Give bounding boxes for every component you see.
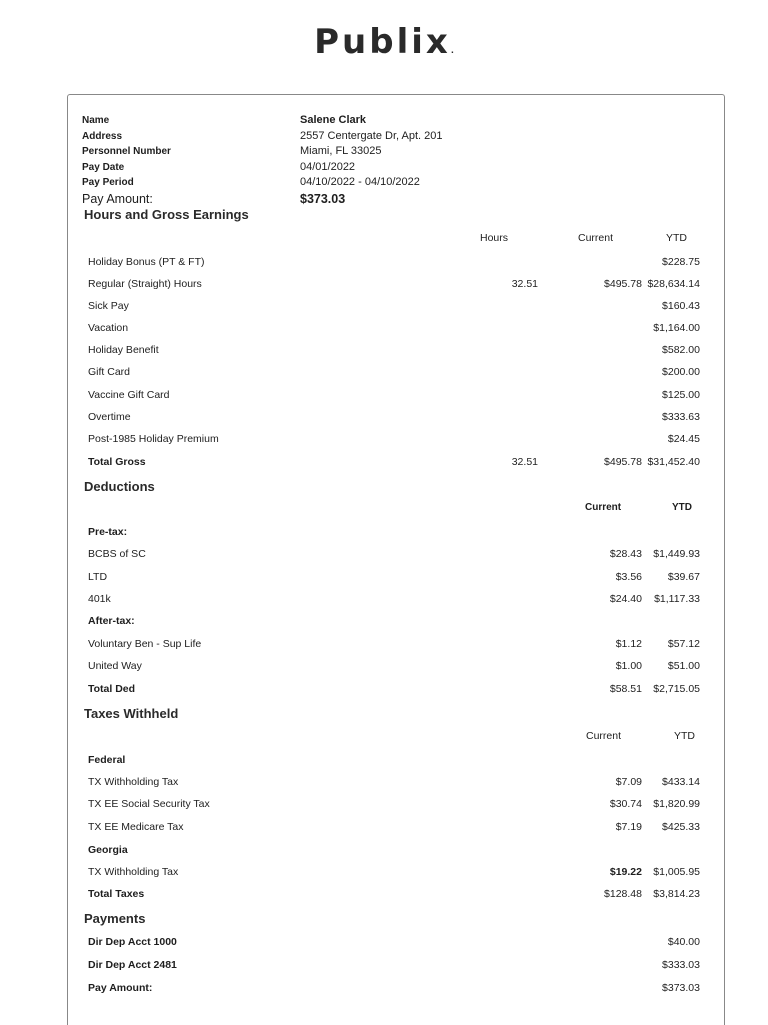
- payments-total-label: Pay Amount:: [88, 982, 153, 994]
- earnings-row-label: Overtime: [88, 411, 131, 423]
- earnings-row-ytd: $333.63: [662, 411, 700, 423]
- deductions-section-title: Deductions: [84, 479, 155, 494]
- earnings-row: [88, 409, 708, 425]
- earnings-ytd-header: YTD: [666, 232, 687, 244]
- address-line-2: Miami, FL 33025: [300, 145, 382, 157]
- address-label: Address: [82, 130, 123, 142]
- total-taxes-current: $128.48: [604, 888, 642, 900]
- deduction-row-current: $3.56: [615, 571, 642, 583]
- earnings-row-ytd: $125.00: [662, 389, 700, 401]
- total-gross-hours: 32.51: [511, 456, 538, 468]
- payment-row: [88, 957, 708, 973]
- payments-total-amount: $373.03: [662, 982, 700, 994]
- earnings-row: [88, 342, 708, 358]
- earnings-total-row: [88, 454, 708, 470]
- earnings-row-ytd: $200.00: [662, 366, 700, 378]
- taxes-current-header: Current: [586, 730, 622, 742]
- earnings-row: [88, 254, 708, 270]
- payment-row: [88, 934, 708, 950]
- deduction-row-current: $28.43: [609, 548, 642, 560]
- deduction-row-ytd: $1,449.93: [653, 548, 700, 560]
- brand-mark: .: [450, 46, 454, 55]
- deduction-row: [88, 658, 708, 674]
- state-subheading: [88, 842, 708, 858]
- total-gross-current: $495.78: [604, 456, 642, 468]
- earnings-row-ytd: $24.45: [667, 433, 700, 445]
- tax-row-label: TX Withholding Tax: [88, 866, 179, 878]
- federal-label: Federal: [88, 754, 126, 766]
- total-ded-ytd: $2,715.05: [653, 683, 700, 695]
- earnings-row-label: Regular (Straight) Hours: [88, 278, 202, 290]
- deduction-row: [88, 546, 708, 562]
- pretax-subheading: [88, 524, 708, 540]
- deduction-row-ytd: $51.00: [667, 660, 700, 672]
- tax-row-current: $7.09: [615, 776, 642, 788]
- publix-logo: [0, 22, 768, 62]
- earnings-row-label: Sick Pay: [88, 300, 129, 312]
- employee-name: Salene Clark: [300, 114, 367, 126]
- name-label: Name: [82, 115, 110, 126]
- deduction-row: [88, 591, 708, 607]
- deductions-total-row: [88, 681, 708, 697]
- earnings-row: [88, 320, 708, 336]
- earnings-row-ytd: $228.75: [662, 256, 700, 268]
- pay-period-label: Pay Period: [82, 177, 134, 188]
- employee-info: [82, 113, 682, 208]
- pay-amount-label: Pay Amount:: [82, 191, 153, 206]
- earnings-row-ytd: $28,634.14: [647, 278, 700, 290]
- tax-row-ytd: $425.33: [662, 821, 700, 833]
- earnings-row-label: Vaccine Gift Card: [88, 389, 170, 401]
- total-gross-ytd: $31,452.40: [647, 456, 700, 468]
- deduction-row-ytd: $1,117.33: [654, 593, 700, 605]
- total-gross-label: Total Gross: [88, 456, 146, 468]
- aftertax-label: After-tax:: [88, 615, 135, 627]
- deduction-row-current: $24.40: [609, 593, 642, 605]
- deduction-row: [88, 569, 708, 585]
- pay-date: 04/01/2022: [300, 160, 356, 173]
- taxes-total-row: [88, 886, 708, 902]
- deduction-row-ytd: $57.12: [667, 638, 700, 650]
- deduction-row-current: $1.00: [615, 660, 642, 672]
- state-label: Georgia: [88, 844, 128, 856]
- earnings-row: [88, 364, 708, 380]
- deduction-row-label: Voluntary Ben - Sup Life: [88, 638, 202, 650]
- taxes-ytd-header: YTD: [674, 730, 695, 742]
- total-ded-current: $58.51: [609, 683, 642, 695]
- earnings-row: [88, 387, 708, 403]
- address-line-1: 2557 Centergate Dr, Apt. 201: [300, 129, 443, 142]
- earnings-current-header: Current: [578, 232, 614, 244]
- earnings-hours-header: Hours: [480, 232, 509, 244]
- earnings-row-hours: 32.51: [511, 278, 538, 290]
- tax-row-current: $7.19: [615, 821, 642, 833]
- total-ded-label: Total Ded: [88, 683, 136, 695]
- pay-period: 04/10/2022 - 04/10/2022: [300, 176, 420, 188]
- total-taxes-ytd: $3,814.23: [653, 888, 700, 900]
- tax-row-label: TX Withholding Tax: [88, 776, 179, 788]
- earnings-row-label: Gift Card: [88, 366, 131, 378]
- payment-row-amount: $40.00: [667, 936, 700, 948]
- earnings-row: [88, 276, 708, 292]
- earnings-row-ytd: $160.43: [662, 300, 700, 312]
- tax-row-label: TX EE Medicare Tax: [88, 821, 184, 833]
- deduction-row-label: 401k: [88, 593, 111, 605]
- deduction-row-current: $1.12: [615, 638, 642, 650]
- earnings-row-current: $495.78: [604, 278, 642, 290]
- deduction-row-label: BCBS of SC: [88, 548, 146, 560]
- deduction-row: [88, 636, 708, 652]
- earnings-row: [88, 298, 708, 314]
- taxes-section-title: Taxes Withheld: [84, 706, 179, 721]
- earnings-row-ytd: $1,164.00: [653, 322, 700, 334]
- payment-row-label: Dir Dep Acct 1000: [88, 936, 177, 948]
- pay-stub: [67, 94, 725, 1025]
- brand-name: Publix: [314, 22, 451, 62]
- pretax-label: Pre-tax:: [88, 526, 128, 538]
- earnings-row-label: Holiday Benefit: [88, 344, 159, 356]
- aftertax-subheading: [88, 613, 708, 629]
- payment-row-label: Dir Dep Acct 2481: [88, 959, 177, 971]
- earnings-row-ytd: $582.00: [662, 344, 700, 356]
- total-taxes-label: Total Taxes: [88, 888, 145, 900]
- deduction-row-ytd: $39.67: [667, 571, 700, 583]
- tax-row-ytd: $1,820.99: [653, 798, 700, 810]
- pay-date-label: Pay Date: [82, 161, 125, 173]
- tax-row-ytd: $1,005.95: [653, 866, 700, 878]
- deduction-row-label: LTD: [88, 571, 108, 583]
- federal-subheading: [88, 752, 708, 768]
- tax-row: [88, 796, 708, 812]
- personnel-number-label: Personnel Number: [82, 146, 171, 157]
- earnings-row-label: Post-1985 Holiday Premium: [88, 433, 219, 445]
- pay-amount: $373.03: [300, 191, 346, 206]
- tax-row: [88, 819, 708, 835]
- earnings-row-label: Holiday Bonus (PT & FT): [88, 256, 205, 268]
- tax-row-ytd: $433.14: [662, 776, 700, 788]
- payments-section-title: Payments: [84, 911, 146, 926]
- earnings-row-label: Vacation: [88, 322, 129, 334]
- deductions-ytd-header: YTD: [672, 502, 692, 513]
- tax-row-label: TX EE Social Security Tax: [88, 798, 210, 810]
- tax-row: [88, 774, 708, 790]
- tax-row-current: $19.22: [609, 866, 642, 878]
- deductions-current-header: Current: [585, 502, 622, 513]
- tax-row-current: $30.74: [609, 798, 642, 810]
- deduction-row-label: United Way: [88, 660, 142, 672]
- payment-row-amount: $333.03: [662, 959, 700, 971]
- payments-total-row: [88, 980, 708, 996]
- tax-row: [88, 864, 708, 880]
- earnings-row: [88, 431, 708, 447]
- earnings-section-title: Hours and Gross Earnings: [84, 207, 249, 222]
